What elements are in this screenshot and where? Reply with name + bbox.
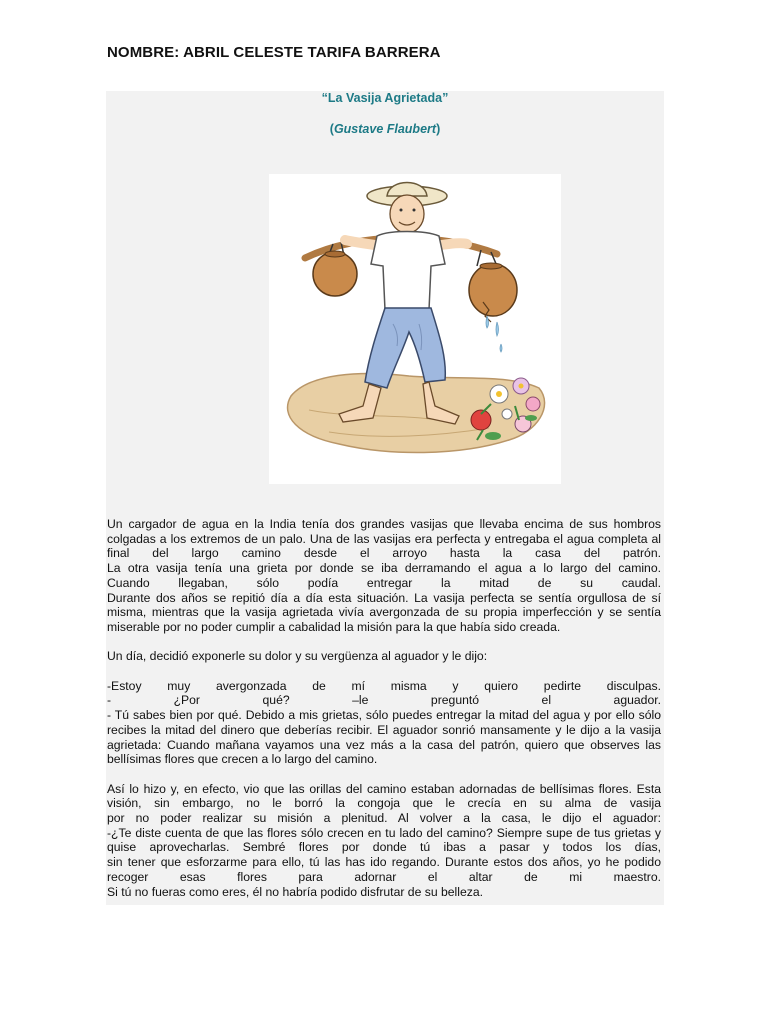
perfect-pot: [313, 252, 357, 296]
text-line: bellísimas flores que crecen a lo largo del camino.: [107, 752, 378, 767]
text-line: sin tener que esforzarme para ello, tú las has ido regando. Durante estos dos años, yo he podido: [107, 855, 661, 870]
text-line: recibes la mitad del dinero que deberías recibir. El aguador sonrió mansamente y le dijo a la vasija: [107, 722, 661, 737]
text-line: Así lo hizo y, en efecto, vio que las orillas del camino estaban adornadas de bellísimas flores. Esta: [107, 781, 661, 796]
paragraph-4: [107, 782, 661, 900]
student-name: NOMBRE: ABRIL CELESTE TARIFA BARRERA: [107, 44, 441, 61]
text-line: final del largo camino desde el arroyo hasta la casa del patrón.: [107, 546, 661, 561]
story-title: “La Vasija Agrietada”: [321, 91, 449, 105]
story-body: [107, 517, 661, 914]
text-line: La otra vasija tenía una grieta por donde se iba derramando el agua a lo largo del camino.: [107, 561, 661, 576]
text-line: quise aprovecharlas. Sembré flores por donde tú ibas a pasar y todos los días,: [107, 840, 661, 855]
text-line: Un cargador de agua en la India tenía dos grandes vasijas que llevaba encima de sus hombros: [107, 517, 661, 531]
shirt: [371, 232, 445, 311]
text-line: visión, sin embargo, no le borró la congoja que le crecía en su alma de vasija: [107, 796, 661, 811]
text-line: por no poder realizar su misión a plenitud. Al volver a la casa, le dijo el aguador:: [107, 811, 661, 826]
text-line: agrietada: Cuando mañana vayamos una vez más a la casa del patrón, quiero que observes las: [107, 737, 661, 752]
paragraph-2: [107, 649, 661, 664]
story-author: (Gustave Flaubert): [329, 122, 441, 136]
text-line: colgadas a los extremos de un palo. Una de las vasijas era perfecta y entregaba el agua completa al: [107, 531, 661, 546]
text-line: Si tú no fueras como eres, él no habría podido disfrutar de su belleza.: [107, 884, 484, 899]
text-line: miserable por no poder cumplir a cabalidad la misión para la que había sido creada.: [107, 619, 561, 634]
cracked-pot: [469, 264, 517, 316]
text-line: recoger esas flores para adornar el altar de mi maestro.: [107, 869, 661, 884]
text-line: - Tú sabes bien por qué. Debido a mis grietas, sólo puedes entregar la mitad del agua y por ello sólo: [107, 708, 661, 723]
water-carrier-illustration: [269, 174, 561, 484]
text-line: Un día, decidió exponerle su dolor y su vergüenza al aguador y le dijo:: [107, 649, 488, 664]
text-line: Cuando llegaban, sólo podía entregar la mitad de su caudal.: [107, 575, 661, 590]
text-line: Durante dos años se repitió día a día esta situación. La vasija perfecta se sentía orgullosa de sí: [107, 590, 661, 605]
text-line: misma, mientras que la vasija agrietada vivía avergonzada de su propia imperfección y se sentía: [107, 605, 661, 620]
author-name: Gustave Flaubert: [333, 122, 437, 136]
paragraph-1: [107, 517, 661, 635]
text-line: -¿Te diste cuenta de que las flores sólo crecen en tu lado del camino? Siempre supe de tus grietas y: [107, 825, 661, 840]
water-drops: [486, 316, 502, 352]
text-line: -Estoy muy avergonzada de mí misma y quiero pedirte disculpas.: [107, 678, 661, 693]
paragraph-3: [107, 679, 661, 767]
text-line: - ¿Por qué? –le preguntó el aguador.: [107, 693, 661, 708]
